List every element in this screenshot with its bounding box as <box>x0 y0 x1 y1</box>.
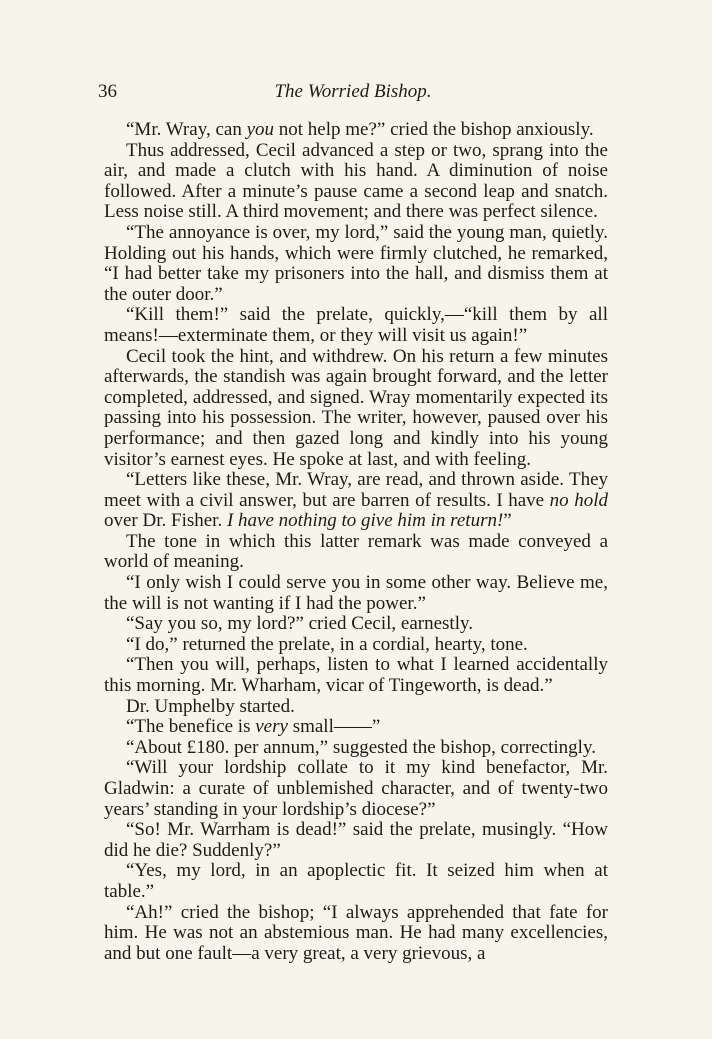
running-title: The Worried Bishop. <box>274 81 432 102</box>
paragraph <box>104 738 608 759</box>
paragraph <box>104 635 608 656</box>
text-run: “So! Mr. Warrham is dead!” said the prelate, musingly. “How did he die? Suddenly?” <box>104 819 608 861</box>
paragraph <box>104 820 608 861</box>
text-run: small——” <box>287 716 381 738</box>
italic-text: I have nothing to give him in return! <box>226 510 504 532</box>
text-run: “Then you will, perhaps, listen to what I learned accidentally this morning. Mr. Wharham, vicar of Tingeworth, is dead.” <box>104 654 608 697</box>
body-text <box>104 120 608 964</box>
text-run: “Ah!” cried the bishop; “I always apprehended that fate for him. He was not an abstemious man. He had many excellencies, and but one fault—a very great, a very grievous, a <box>104 901 608 964</box>
paragraph <box>104 532 608 573</box>
text-run: The tone in which this latter remark was made conveyed a world of meaning. <box>104 530 608 573</box>
text-run: Cecil took the hint, and withdrew. On his return a few minutes afterwards, the standish was again brought forward, and the letter completed, addressed, and signed. Wray momentarily expected its passing into his possession. The writer, however, paused over his performance; and then gazed long and kindly into his young visitor’s earnest eyes. He spoke at last, and with feeling. <box>104 345 608 470</box>
text-run: “The annoyance is over, my lord,” said the young man, quietly. Holding out his hands, which were firmly clutched, he remarked, “I had better take my prisoners into the hall, and dismiss them at the outer door.” <box>104 221 608 305</box>
text-run: Dr. Umphelby started. <box>126 695 295 717</box>
paragraph <box>104 697 608 718</box>
text-run: “I only wish I could serve you in some other way. Believe me, the will is not wanting if I had the power.” <box>104 572 608 614</box>
text-run: not help me?” cried the bishop anxiously. <box>274 119 594 140</box>
text-run: “Mr. Wray, can <box>126 119 247 140</box>
paragraph <box>104 717 608 738</box>
text-run: “Letters like these, Mr. Wray, are read, and thrown aside. They meet with a civil answer, but are barren of results. I have <box>104 469 608 511</box>
text-run: “Yes, my lord, in an apoplectic fit. It seized him when at table.” <box>104 860 608 902</box>
paragraph <box>104 655 608 696</box>
paragraph <box>104 861 608 902</box>
paragraph <box>104 347 608 471</box>
text-run: over Dr. Fisher. <box>104 510 227 532</box>
paragraph <box>104 573 608 614</box>
page-number: 36 <box>98 81 117 102</box>
text-run: “The benefice is <box>126 716 256 738</box>
text-run: “About £180. per annum,” suggested the bishop, correctingly. <box>126 736 596 758</box>
paragraph <box>104 903 608 965</box>
text-run: ” <box>503 510 512 532</box>
text-run: “Will your lordship collate to it my kind benefactor, Mr. Gladwin: a curate of unblemished character, and of twenty-two years’ standing in your lordship’s diocese?” <box>104 757 608 820</box>
paragraph <box>104 614 608 635</box>
paragraph <box>104 305 608 346</box>
paragraph <box>104 223 608 305</box>
paragraph <box>104 120 608 141</box>
page-header <box>98 80 608 104</box>
paragraph <box>104 470 608 532</box>
paragraph <box>104 141 608 223</box>
italic-text: very <box>255 716 288 738</box>
paragraph <box>104 758 608 820</box>
text-run: “Say you so, my lord?” cried Cecil, earnestly. <box>126 613 473 635</box>
italic-text: no hold <box>549 489 609 511</box>
italic-text: you <box>246 119 275 140</box>
text-run: Thus addressed, Cecil advanced a step or two, sprang into the air, and made a clutch with his hand. A diminution of noise followed. After a minute’s pause came a second leap and snatch. Less noise still. A third movement; and there was perfect silence. <box>104 139 608 223</box>
text-run: “I do,” returned the prelate, in a cordial, hearty, tone. <box>126 633 528 655</box>
text-run: “Kill them!” said the prelate, quickly,—“kill them by all means!—exterminate them, or they will visit us again!” <box>104 304 608 346</box>
